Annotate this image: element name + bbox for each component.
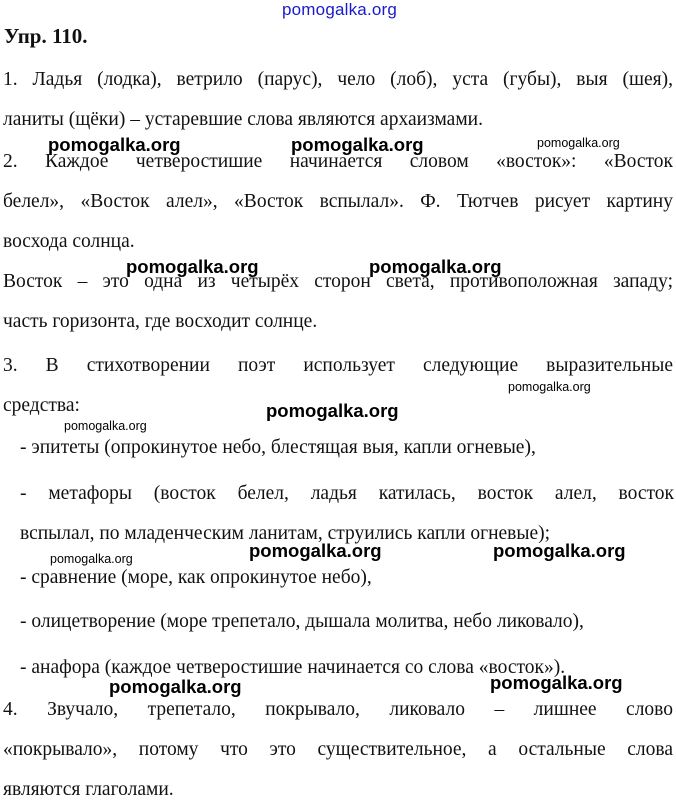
answer-1-line-2: ланиты (щёки) – устаревшие слова являются архаизмами. <box>3 109 483 130</box>
watermark: pomogalka.org <box>493 540 626 561</box>
list-item-anaphora-text: - анафора (каждое четверостишие начинается со слова «восток»). <box>20 657 566 678</box>
answer-4-line-2: «покрывало», потому что это существительное, а остальные слова <box>3 739 673 760</box>
answer-2-line-1: 2. Каждое четверостишие начинается словом «восток»: «Восток <box>3 151 673 172</box>
answer-1 <box>3 60 673 140</box>
watermark: pomogalka.org <box>48 134 181 155</box>
list-item-metaphors-line-2: вспылал, по младенческим ланитам, струились капли огневые); <box>20 523 551 544</box>
list-item-personification <box>20 602 670 642</box>
answer-3-line-1: 3. В стихотворении поэт использует следующие выразительные <box>3 355 673 376</box>
watermark: pomogalka.org <box>50 552 133 566</box>
watermark: pomogalka.org <box>291 134 424 155</box>
answer-1-line-1: 1. Ладья (лодка), ветрило (парус), чело (лоб), уста (губы), выя (шея), <box>3 69 673 90</box>
answer-2-line-2: белел», «Восток алел», «Восток вспылал». Ф. Тютчев рисует картину <box>3 191 673 212</box>
watermark: pomogalka.org <box>249 540 382 561</box>
answer-4 <box>3 690 673 810</box>
list-item-epithets: - эпитеты (опрокинутое небо, блестящая выя, капли огневые), <box>20 437 536 458</box>
answer-4-line-3: являются глаголами. <box>3 779 174 800</box>
watermark: pomogalka.org <box>109 676 242 697</box>
vostok-definition <box>3 262 673 342</box>
watermark: pomogalka.org <box>369 256 502 277</box>
list-item-metaphors-line-1: - метафоры (восток белел, ладья катилась, восток алел, восток <box>20 483 674 504</box>
answer-3-line-2: средства: <box>3 395 80 416</box>
watermark: pomogalka.org <box>537 136 620 150</box>
watermark-top: pomogalka.org <box>282 0 398 19</box>
list-item-simile-text: - сравнение (море, как опрокинутое небо), <box>20 567 372 588</box>
list-item-personification-text: - олицетворение (море трепетало, дышала молитва, небо ликовало), <box>20 611 584 632</box>
watermark: pomogalka.org <box>490 672 623 693</box>
answer-2-line-3: восхода солнца. <box>3 231 135 252</box>
vostok-definition-line-2: часть горизонта, где восходит солнце. <box>3 311 318 332</box>
watermark: pomogalka.org <box>126 256 259 277</box>
answer-2 <box>3 142 673 262</box>
watermark: pomogalka.org <box>508 380 591 394</box>
watermark: pomogalka.org <box>64 419 147 433</box>
vostok-definition-line-1: Восток – это одна из четырёх сторон света, противоположная западу; <box>3 271 673 292</box>
answer-4-line-1: 4. Звучало, трепетало, покрывало, ликовало – лишнее слово <box>3 699 673 720</box>
devices-list <box>20 428 670 468</box>
exercise-heading: Упр. 110. <box>4 24 88 48</box>
watermark: pomogalka.org <box>266 400 399 421</box>
